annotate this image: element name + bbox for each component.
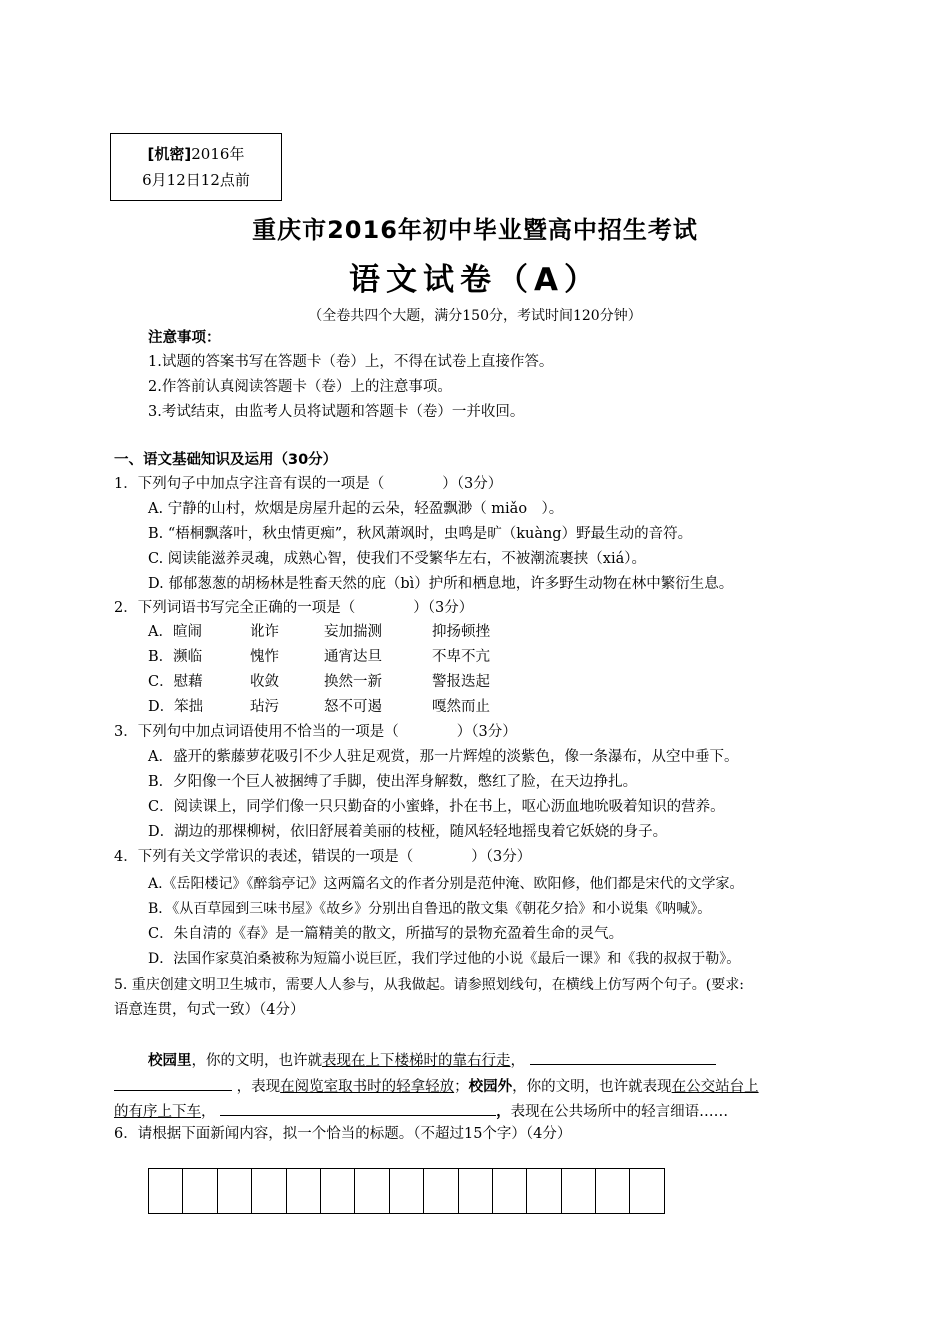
question-2-option-word: 愧怍 xyxy=(250,649,279,665)
question-1-option: A. 宁静的山村，炊烟是房屋升起的云朵，轻盈飘渺（ miǎo ）。 xyxy=(148,501,564,517)
question-5-sentence-line3 xyxy=(114,1099,728,1122)
paper-info: （全卷共四个大题，满分150分，考试时间120分钟） xyxy=(308,308,642,324)
q5-model-underline: 在阅览室取书时的轻拿轻放 xyxy=(280,1079,455,1095)
question-2-option-word: 警报迭起 xyxy=(432,674,490,690)
question-2-option-word: 妄加揣测 xyxy=(324,624,382,640)
question-1-option: D. 郁郁葱葱的胡杨林是牲畜天然的庇（bì）护所和栖息地，许多野生动物在林中繁衍生息。 xyxy=(148,576,734,592)
q5-text: ，你的文明，也许就 xyxy=(191,1053,322,1069)
question-1-option: B. “梧桐飘落叶，秋虫情更痴”，秋风萧飒时，虫鸣是旷（kuàng）野最生动的音符。 xyxy=(148,526,693,542)
notice-item: 1.试题的答案书写在答题卡（卷）上，不得在试卷上直接作答。 xyxy=(148,354,554,370)
question-2-option-word: 不卑不亢 xyxy=(432,649,490,665)
question-3-stem: 3．下列句中加点词语使用不恰当的一项是（ ）（3分） xyxy=(114,724,517,740)
answer-grid-cell[interactable] xyxy=(527,1169,561,1213)
question-2-option-word: 通宵达旦 xyxy=(324,649,382,665)
answer-grid-cell[interactable] xyxy=(218,1169,252,1213)
question-6-answer-grid[interactable] xyxy=(148,1168,665,1214)
q5-model-underline: 的有序上下车 xyxy=(114,1104,201,1120)
question-4-option: A.《岳阳楼记》《醉翁亭记》这两篇名文的作者分别是范仲淹、欧阳修，他们都是宋代的文学家。 xyxy=(148,876,744,892)
answer-grid-cell[interactable] xyxy=(424,1169,458,1213)
question-2-option-word: 收敛 xyxy=(250,674,279,690)
question-5-sentence-line2 xyxy=(114,1074,759,1097)
answer-grid-cell[interactable] xyxy=(630,1169,664,1213)
answer-grid-cell[interactable] xyxy=(459,1169,493,1213)
q5-answer-blank-2[interactable] xyxy=(220,1099,496,1116)
q5-text: ，表现 xyxy=(236,1079,281,1095)
question-5-stem-cont: 语意连贯，句式一致）（4分） xyxy=(114,1002,305,1018)
answer-grid-cell[interactable] xyxy=(252,1169,286,1213)
answer-grid-cell[interactable] xyxy=(562,1169,596,1213)
answer-grid-cell[interactable] xyxy=(183,1169,217,1213)
answer-grid-cell[interactable] xyxy=(149,1169,183,1213)
question-2-option-word: 玷污 xyxy=(250,699,279,715)
answer-grid-cell[interactable] xyxy=(287,1169,321,1213)
question-3-option: B．夕阳像一个巨人被捆缚了手脚，使出浑身解数，憋红了脸，在天边挣扎。 xyxy=(148,774,638,790)
question-2-option-word: 嘎然而止 xyxy=(432,699,490,715)
answer-grid-cell[interactable] xyxy=(493,1169,527,1213)
question-4-stem: 4．下列有关文学常识的表述，错误的一项是（ ）（3分） xyxy=(114,849,532,865)
q5-model-underline: 在公交站台上 xyxy=(671,1079,759,1095)
confidential-box xyxy=(110,133,282,201)
question-5-stem: 5. 重庆创建文明卫生城市，需要人人参与，从我做起。请参照划线句，在横线上仿写两个句子。(要求: xyxy=(114,977,744,993)
q5-text: ； xyxy=(454,1079,469,1095)
confidential-year: 2016年 xyxy=(191,145,245,163)
q5-model-underline: 表现在上下楼梯时的靠右行走 xyxy=(322,1053,511,1069)
question-3-option: A．盛开的紫藤萝花吸引不少人驻足观赏，那一片辉煌的淡紫色，像一条瀑布，从空中垂下。 xyxy=(148,749,739,765)
paper-title: 语文试卷（A） xyxy=(349,262,601,298)
q5-answer-blank-1-cont[interactable] xyxy=(114,1074,232,1091)
question-6-stem: 6．请根据下面新闻内容，拟一个恰当的标题。（不超过15个字）（4分） xyxy=(114,1126,572,1142)
notice-heading: 注意事项： xyxy=(148,330,221,346)
confidential-label: [机密] xyxy=(147,145,192,163)
question-4-option: B．《从百草园到三味书屋》《故乡》分别出自鲁迅的散文集《朝花夕拾》和小说集《呐喊》。 xyxy=(148,901,712,917)
q5-text: ， xyxy=(510,1053,525,1069)
q5-lead-campus: 校园里 xyxy=(148,1053,192,1069)
question-4-option: C．朱自清的《春》是一篇精美的散文，所描写的景物充盈着生命的灵气。 xyxy=(148,926,624,942)
question-2-option-word: B．濒临 xyxy=(148,649,203,665)
q5-text: 表现在公共场所中的轻言细语…… xyxy=(510,1104,729,1120)
answer-grid-cell[interactable] xyxy=(321,1169,355,1213)
question-2-option-word: 换然一新 xyxy=(324,674,382,690)
q5-lead-outside: 校园外 xyxy=(468,1079,513,1095)
q5-text: ， xyxy=(201,1104,216,1120)
notice-item: 2.作答前认真阅读答题卡（卷）上的注意事项。 xyxy=(148,379,452,395)
question-4-option: D．法国作家莫泊桑被称为短篇小说巨匠，我们学过他的小说《最后一课》和《我的叔叔于勒》。 xyxy=(148,951,741,967)
confidential-deadline: 6月12日12点前 xyxy=(142,171,250,189)
question-3-option: C．阅读课上，同学们像一只只勤奋的小蜜蜂，扑在书上，呕心沥血地吮吸着知识的营养。 xyxy=(148,799,725,815)
question-2-option-word: 怒不可遏 xyxy=(324,699,382,715)
question-2-option-word: 讹诈 xyxy=(250,624,279,640)
q5-text: ，你的文明，也许就表现 xyxy=(512,1079,672,1095)
question-2-option-word: A．暄闹 xyxy=(148,624,202,640)
question-2-option-word: D．笨拙 xyxy=(148,699,204,715)
exam-title: 重庆市2016年初中毕业暨高中招生考试 xyxy=(252,216,698,244)
question-5-sentence-line1 xyxy=(148,1048,716,1071)
q5-answer-blank-1[interactable] xyxy=(530,1048,716,1065)
answer-grid-cell[interactable] xyxy=(390,1169,424,1213)
question-1-stem: 1．下列句子中加点字注音有误的一项是（ ）（3分） xyxy=(114,476,503,492)
answer-grid-cell[interactable] xyxy=(596,1169,630,1213)
notice-item: 3.考试结束，由监考人员将试题和答题卡（卷）一并收回。 xyxy=(148,404,525,420)
question-3-option: D．湖边的那棵柳树，依旧舒展着美丽的枝桠，随风轻轻地摇曳着它妖娆的身子。 xyxy=(148,824,668,840)
question-2-option-word: 抑扬顿挫 xyxy=(432,624,490,640)
question-1-option: C. 阅读能滋养灵魂，成熟心智，使我们不受繁华左右，不被潮流裹挟（xiá）。 xyxy=(148,551,647,567)
section-heading: 一、语文基础知识及运用（30分） xyxy=(114,452,338,468)
q5-text: ， xyxy=(496,1104,511,1120)
answer-grid-cell[interactable] xyxy=(355,1169,389,1213)
question-2-option-word: C．慰藉 xyxy=(148,674,203,690)
question-2-stem: 2．下列词语书写完全正确的一项是（ ）（3分） xyxy=(114,600,474,616)
